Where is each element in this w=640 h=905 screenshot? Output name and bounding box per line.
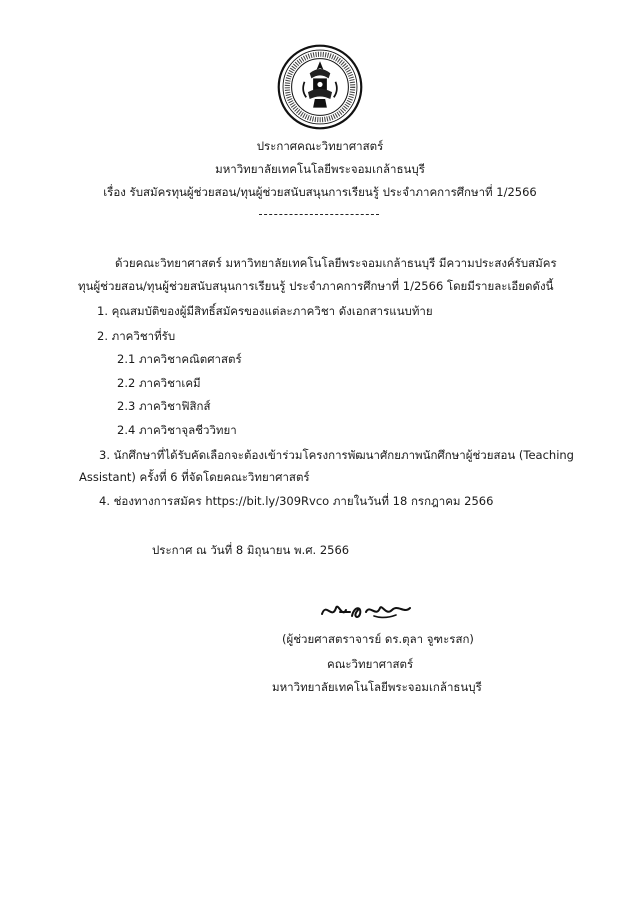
item-3-line-2: Assistant) ครั้งที่ 6 ที่จัดโดยคณะวิทยาศาสตร์ [79, 470, 310, 484]
signatory-name: (ผู้ช่วยศาสตราจารย์ ดร.ตุลา จูฑะรสก) [282, 632, 474, 646]
item-2: 2. ภาควิชาที่รับ [97, 329, 176, 343]
item-1: 1. คุณสมบัติของผู้มีสิทธิ์สมัครของแต่ละภาควิชา ดังเอกสารแนบท้าย [97, 304, 433, 318]
signatory-faculty: คณะวิทยาศาสตร์ [327, 657, 414, 671]
signatory-university: มหาวิทยาลัยเทคโนโลยีพระจอมเกล้าธนบุรี [272, 680, 482, 694]
item-3-line-1: 3. นักศึกษาที่ได้รับคัดเลือกจะต้องเข้าร่วมโครงการพัฒนาศักยภาพนักศึกษาผู้ช่วยสอน (Teaching [99, 448, 574, 462]
sub-item-chemistry: 2.2 ภาควิชาเคมี [117, 376, 201, 390]
item-4: 4. ช่องทางการสมัคร https://bit.ly/309Rvco ภายในวันที่ 18 กรกฎาคม 2566 [99, 494, 494, 508]
university-seal-logo [277, 44, 363, 130]
sub-item-math: 2.1 ภาควิชาคณิตศาสตร์ [117, 352, 242, 366]
subject-line: เรื่อง รับสมัครทุนผู้ช่วยสอน/ทุนผู้ช่วยสนับสนุนการเรียนรู้ ประจำภาคการศึกษาที่ 1/2566 [103, 185, 537, 199]
handwritten-signature [318, 598, 414, 624]
university-name: มหาวิทยาลัยเทคโนโลยีพระจอมเกล้าธนบุรี [215, 162, 425, 176]
intro-line-1: ด้วยคณะวิทยาศาสตร์ มหาวิทยาลัยเทคโนโลยีพระจอมเกล้าธนบุรี มีความประสงค์รับสมัคร [115, 256, 557, 270]
intro-line-2: ทุนผู้ช่วยสอน/ทุนผู้ช่วยสนับสนุนการเรียนรู้ ประจำภาคการศึกษาที่ 1/2566 โดยมีรายละเอียดดังนี้ [78, 279, 554, 293]
announcement-date: ประกาศ ณ วันที่ 8 มิถุนายน พ.ศ. 2566 [152, 543, 350, 557]
announcement-title: ประกาศคณะวิทยาศาสตร์ [256, 139, 384, 153]
sub-item-physics: 2.3 ภาควิชาฟิสิกส์ [117, 399, 211, 413]
header-divider [259, 214, 379, 215]
sub-item-microbiology: 2.4 ภาควิชาจุลชีววิทยา [117, 423, 237, 437]
